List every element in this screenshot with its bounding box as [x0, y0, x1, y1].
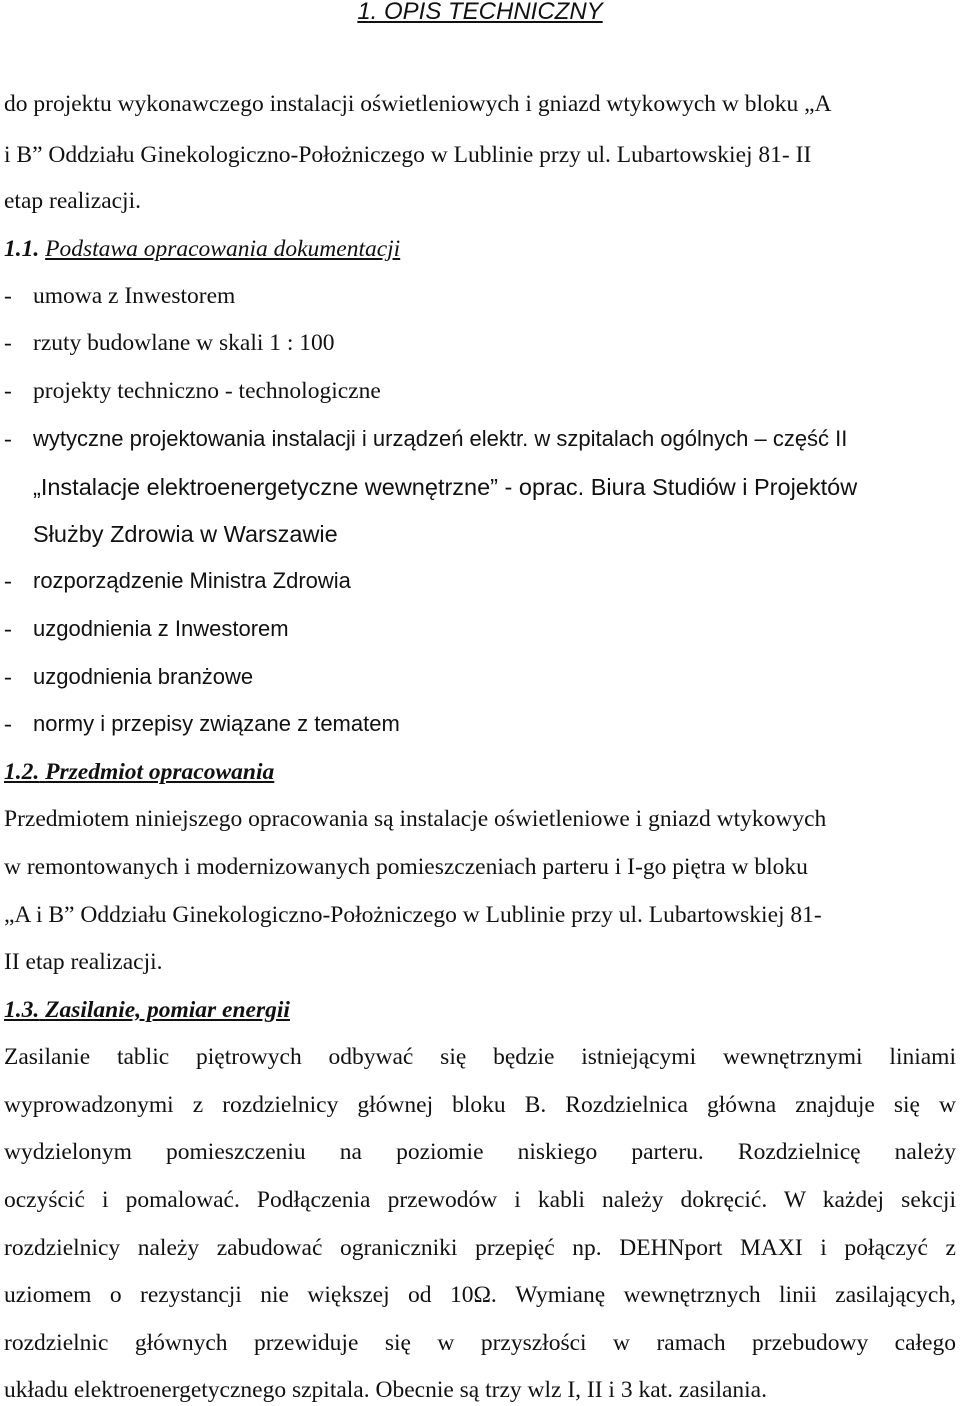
list-item-continuation: „Instalacje elektroenergetyczne wewnętrzne” - oprac. Biura Studiów i Projektów [33, 474, 858, 500]
list-item-text: uzgodnienia branżowe [33, 664, 254, 689]
section-1-3-number: 1.3. [4, 997, 40, 1023]
section-1-3-line: rozdzielnicy należy zabudować ograniczniki przepięć np. DEHNport MAXI i połączyć z [4, 1235, 956, 1261]
section-1-3-line: oczyścić i pomalować. Podłączenia przewodów i kabli należy dokręcić. W każdej sekcji [4, 1187, 956, 1213]
list-item: - uzgodnienia branżowe [4, 664, 254, 690]
list-item-text: normy i przepisy związane z tematem [33, 711, 400, 736]
list-item: - rozporządzenie Ministra Zdrowia [4, 568, 351, 594]
section-1-3-line: rozdzielnic głównych przewiduje się w przyszłości w ramach przebudowy całego [4, 1330, 956, 1356]
section-1-3-title: Zasilanie, pomiar energii [45, 997, 290, 1023]
section-1-2-heading [4, 757, 274, 787]
section-1-1-number: 1.1. [4, 236, 40, 262]
list-item: - umowa z Inwestorem [4, 283, 236, 309]
list-item-text: wytyczne projektowania instalacji i urządzeń elektr. w szpitalach ogólnych – część II [33, 426, 848, 451]
list-item-text: umowa z Inwestorem [33, 283, 236, 309]
list-item-text: uzgodnienia z Inwestorem [33, 616, 289, 641]
list-item-text: rozporządzenie Ministra Zdrowia [33, 568, 351, 593]
document-title: 1. OPIS TECHNICZNY [357, 0, 603, 25]
list-item-text: projekty techniczno - technologiczne [33, 378, 381, 404]
section-1-2-line: II etap realizacji. [4, 949, 163, 975]
list-item: - rzuty budowlane w skali 1 : 100 [4, 330, 335, 356]
intro-line-1: do projektu wykonawczego instalacji oświetleniowych i gniazd wtykowych w bloku „A [4, 91, 832, 117]
list-item: - projekty techniczno - technologiczne [4, 378, 381, 404]
intro-line-2: i B” Oddziału Ginekologiczno-Położniczego w Lublinie przy ul. Lubartowskiej 81- II [4, 142, 812, 168]
list-item-text: rzuty budowlane w skali 1 : 100 [33, 330, 335, 356]
list-item: - normy i przepisy związane z tematem [4, 711, 400, 737]
list-item: - uzgodnienia z Inwestorem [4, 616, 289, 642]
section-1-3-line: uziomem o rezystancji nie większej od 10Ω. Wymianę wewnętrznych linii zasilających, [4, 1282, 956, 1308]
section-1-3-line: wydzielonym pomieszczeniu na poziomie niskiego parteru. Rozdzielnicę należy [4, 1139, 956, 1165]
section-1-1-title: Podstawa opracowania dokumentacji [45, 236, 401, 262]
section-1-3-line: Zasilanie tablic piętrowych odbywać się będzie istniejącymi wewnętrznymi liniami [4, 1044, 956, 1070]
section-1-1-heading [4, 234, 400, 264]
list-item: - wytyczne projektowania instalacji i urządzeń elektr. w szpitalach ogólnych – część II [4, 426, 848, 452]
section-1-3-line: wyprowadzonymi z rozdzielnicy głównej bloku B. Rozdzielnica główna znajduje się w [4, 1092, 956, 1118]
section-1-2-line: Przedmiotem niniejszego opracowania są instalacje oświetleniowe i gniazd wtykowych [4, 806, 827, 832]
list-item-continuation: Służby Zdrowia w Warszawie [33, 521, 338, 547]
section-1-3-line: układu elektroenergetycznego szpitala. Obecnie są trzy wlz I, II i 3 kat. zasilania. [4, 1377, 767, 1403]
section-1-2-line: „A i B” Oddziału Ginekologiczno-Położniczego w Lublinie przy ul. Lubartowskiej 81- [4, 902, 822, 928]
section-1-2-number: 1.2. [4, 759, 40, 785]
section-1-2-title: Przedmiot opracowania [45, 759, 275, 785]
intro-line-3: etap realizacji. [4, 188, 141, 214]
section-1-2-line: w remontowanych i modernizowanych pomieszczeniach parteru i I-go piętra w bloku [4, 854, 808, 880]
section-1-3-heading [4, 995, 290, 1025]
